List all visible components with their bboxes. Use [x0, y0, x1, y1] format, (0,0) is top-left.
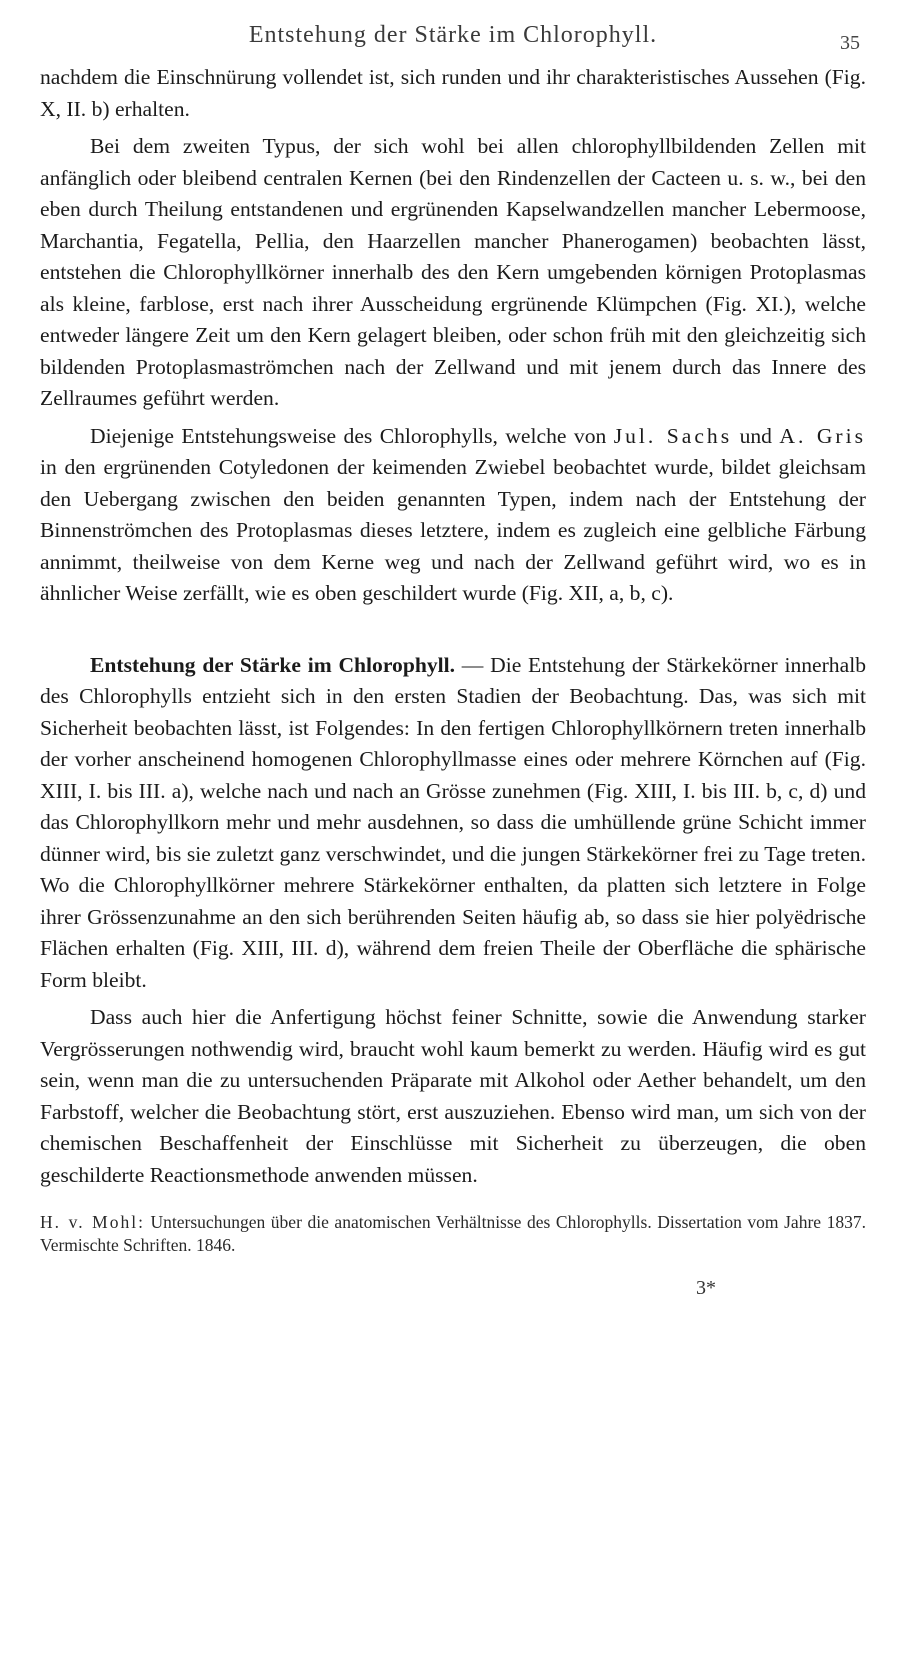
paragraph-methods: Dass auch hier die Anfertigung höchst feiner Schnitte, sowie die Anwendung starker Vergrösserungen nothwendig wird, braucht wohl kaum bemerkt zu werden. Häufig wird es gut sein, wenn man die zu untersuchenden Präparate mit Alkohol oder Aether behandelt, um den Farbstoff, welcher die Beobachtung stört, erst auszuziehen. Ebenso wird man, um sich von der chemischen Beschaffenheit der Einschlüsse mit Sicherheit zu überzeugen, die oben geschilderte Reactionsmethode anwenden müssen.: [40, 1005, 866, 1187]
section-starch-body: — Die Entstehung der Stärkekörner innerhalb des Chlorophylls entzieht sich in den ersten Stadien der Beobachtung. Das, was sich mit Sicherheit beobachten lässt, ist Folgendes: In den fertigen Chlorophyllkörnern treten innerhalb der vorher anscheinend homogenen Chlorophyllmasse eines oder mehrere Körnchen auf (Fig. XIII, I. bis III. a), welche nach und nach an Grösse zunehmen (Fig. XIII, I. bis III. b, c, d) und das Chlorophyllkorn mehr und mehr ausdehnen, so dass die umhüllende grüne Schicht immer dünner wird, bis sie zuletzt ganz verschwindet, und die jungen Stärkekörner frei zu Tage treten. Wo die Chlorophyllkörner mehrere Stärkekörner enthalten, da platten sich letztere in Folge ihrer Grössenzunahme an den sich berührenden Seiten häufig ab, so dass sie hier polyëdrische Flächen erhalten (Fig. XIII, III. d), während dem freien Theile der Oberfläche die sphärische Form bleibt.: [40, 652, 866, 992]
page-number: 35: [840, 32, 860, 54]
paragraph-sachs-gris-body: in den ergrünenden Cotyledonen der keimenden Zwiebel beobachtet wurde, bildet gleichsam den Uebergang zwischen den beiden genannten Typen, indem nach der Entstehung der Binnenströmchen des Protoplasmas dieses letztere, indem es zugleich eine gelbliche Färbung annimmt, theilweise von dem Kerne weg und nach der Zellwand geführt wird, wo es in ähnlicher Weise zerfällt, wie es oben geschildert wurde (Fig. XII, a, b, c).: [40, 455, 866, 605]
footnote-author: H. v. Mohl:: [40, 1212, 145, 1232]
section-starch-formation: [40, 650, 866, 997]
running-head: [40, 14, 866, 54]
author-sachs: Jul. Sachs: [613, 423, 733, 448]
signature-mark: 3*: [696, 1277, 716, 1299]
author-gris: A. Gris: [779, 423, 867, 448]
footnote: [40, 1211, 866, 1257]
footnote-text: Untersuchungen über die anatomischen Verhältnisse des Chlorophylls. Dissertation vom Jahre 1837. Vermischte Schriften. 1846.: [40, 1212, 866, 1255]
paragraph-continuation: nachdem die Einschnürung vollendet ist, sich runden und ihr charakteristisches Aussehen (Fig. X, II. b) erhalten.: [40, 65, 866, 121]
paragraph-sachs-gris: [40, 421, 866, 610]
paragraph-sachs-gris-intro: Diejenige Entstehungsweise des Chlorophylls, welche von: [90, 423, 607, 448]
body-text: [40, 62, 866, 1191]
section-heading: Entstehung der Stärke im Chlorophyll.: [90, 652, 456, 677]
conjunction-und: und: [739, 423, 772, 448]
running-title: Entstehung der Stärke im Chlorophyll.: [248, 22, 658, 48]
paragraph-second-type: Bei dem zweiten Typus, der sich wohl bei allen chlorophyllbildenden Zellen mit anfänglich oder bleibend centralen Kernen (bei den Rindenzellen der Cacteen u. s. w., bei den eben durch Theilung entstandenen und ergrünenden Kapselwandzellen mancher Lebermoose, Marchantia, Fegatella, Pellia, den Haarzellen mancher Phanerogamen) beobachten lässt, entstehen die Chlorophyllkörner innerhalb des den Kern umgebenden körnigen Protoplasmas als kleine, farblose, erst nach ihrer Ausscheidung ergrünende Klümpchen (Fig. XI.), welche entweder längere Zeit um den Kern gelagert bleiben, oder schon früh mit den gleichzeitig sich bildenden Protoplasmaströmchen nach der Zellwand und mit jenem durch das Innere des Zellraumes geführt werden.: [40, 134, 866, 410]
